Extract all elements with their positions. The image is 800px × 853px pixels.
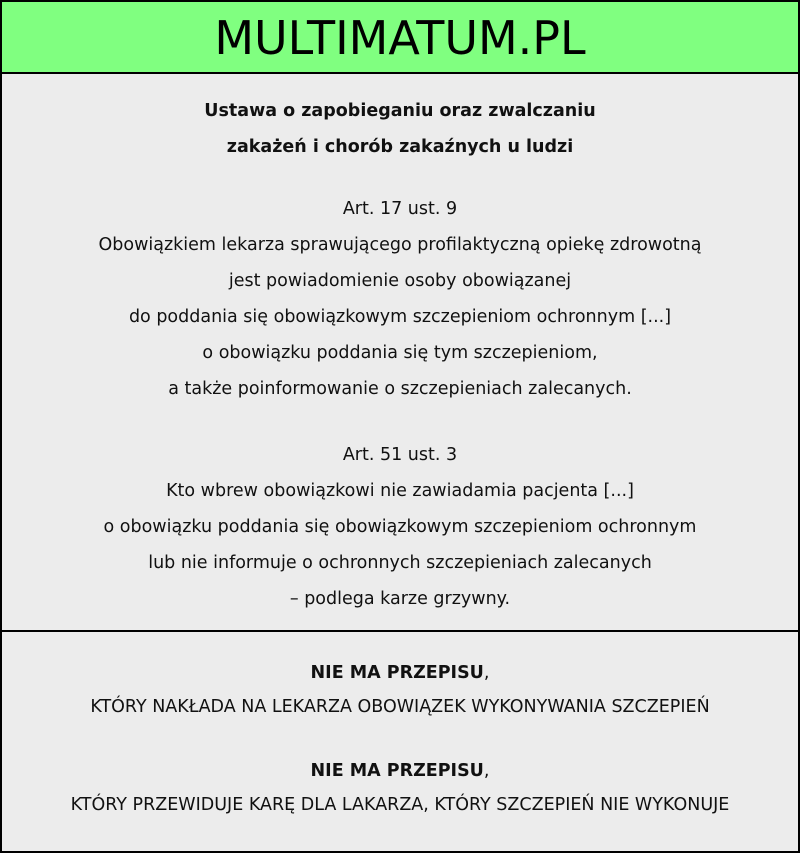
article-51-line-2: o obowiązku poddania się obowiązkowym szczepieniom ochronnym: [103, 517, 697, 537]
law-section: [2, 74, 798, 632]
article-17-line-5: a także poinformowanie o szczepieniach zalecanych.: [168, 379, 632, 399]
article-17-line-1: Obowiązkiem lekarza sprawującego profilaktyczną opiekę zdrowotną: [98, 235, 702, 255]
note-1-emphasis: NIE MA PRZEPISU: [310, 663, 484, 683]
note-1-statement: KTÓRY NAKŁADA NA LEKARZA OBOWIĄZEK WYKONYWANIA SZCZEPIEŃ: [90, 697, 710, 717]
note-1-heading: [2, 656, 798, 690]
note-2-emphasis: NIE MA PRZEPISU: [310, 761, 484, 781]
article-17-line-3: do poddania się obowiązkowym szczepieniom ochronnym [...]: [128, 307, 672, 327]
article-51-line-4: – podlega karze grzywny.: [289, 589, 511, 609]
law-title-line-1: Ustawa o zapobieganiu oraz zwalczaniu: [204, 101, 596, 121]
spacer: [2, 724, 798, 754]
article-51-reference: Art. 51 ust. 3: [342, 445, 458, 465]
site-title: MULTIMATUM.PL: [214, 11, 586, 65]
conclusion-section: [2, 634, 798, 851]
article-17-line-4: o obowiązku poddania się tym szczepieniom,: [202, 343, 598, 363]
spacer: [2, 165, 798, 191]
article-51-line-1: Kto wbrew obowiązkowi nie zawiadamia pacjenta [...]: [166, 481, 634, 501]
article-17-reference: Art. 17 ust. 9: [342, 199, 458, 219]
article-51-line-3: lub nie informuje o ochronnych szczepieniach zalecanych: [148, 553, 652, 573]
header-banner: [2, 2, 798, 74]
note-2-heading: [2, 754, 798, 788]
article-17-line-2: jest powiadomienie osoby obowiązanej: [228, 271, 572, 291]
note-2-statement: KTÓRY PRZEWIDUJE KARĘ DLA LAKARZA, KTÓRY SZCZEPIEŃ NIE WYKONUJE: [70, 795, 730, 815]
law-title-line-2: zakażeń i chorób zakaźnych u ludzi: [226, 137, 574, 157]
note-2-suffix: ,: [483, 761, 490, 781]
spacer: [2, 407, 798, 437]
note-1-suffix: ,: [483, 663, 490, 683]
